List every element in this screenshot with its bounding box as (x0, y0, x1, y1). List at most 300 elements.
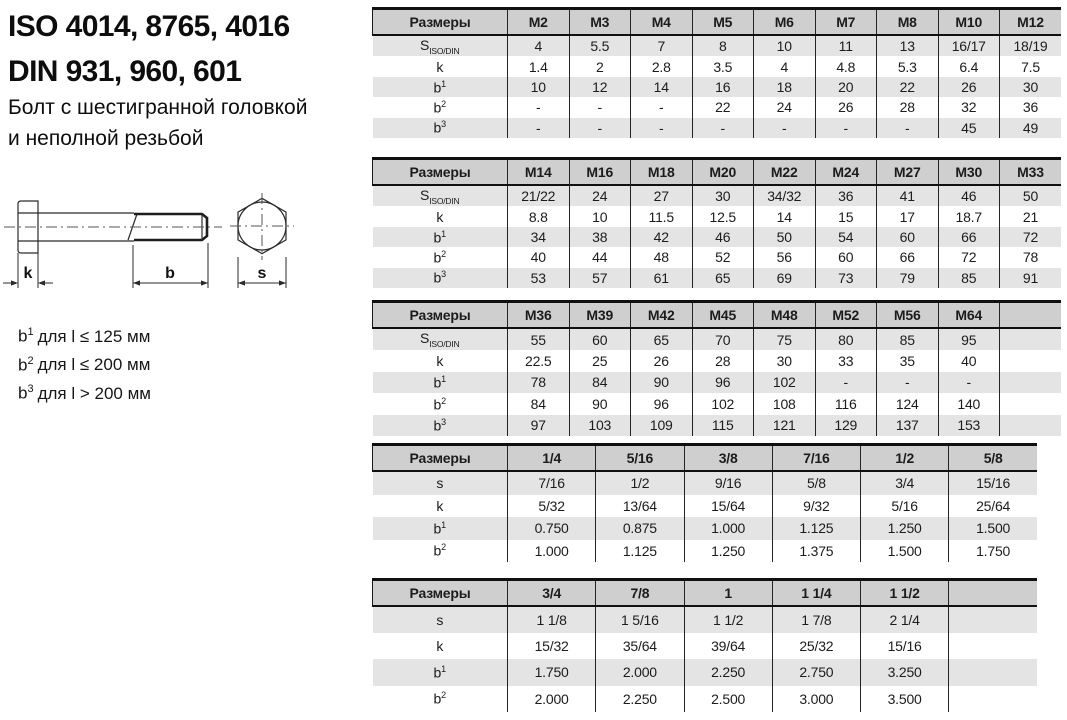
value-cell: 36 (1000, 97, 1062, 117)
value-cell: 3.000 (772, 686, 860, 712)
value-cell: 7 (631, 35, 693, 56)
value-cell: 52 (692, 247, 754, 267)
size-column-header: 7/8 (596, 580, 684, 607)
value-cell: 27 (631, 185, 693, 206)
size-column-header: M10 (938, 9, 1000, 36)
value-cell: - (631, 97, 693, 117)
value-cell: 95 (938, 328, 1000, 350)
value-cell: 39/64 (684, 633, 772, 659)
header-row (373, 445, 1038, 472)
iso-standards-line: ISO 4014, 8765, 4016 (8, 10, 290, 43)
value-cell: 78 (508, 372, 570, 393)
value-cell: 3.5 (692, 56, 754, 76)
row-label-column-header: Размеры (373, 580, 508, 607)
value-cell: 11 (815, 35, 877, 56)
value-cell: 1.125 (772, 517, 860, 540)
value-cell: 38 (569, 227, 631, 247)
size-column-header: 3/8 (684, 445, 772, 472)
value-cell (1000, 415, 1062, 436)
value-cell: 84 (569, 372, 631, 393)
value-cell: 2.000 (596, 659, 684, 685)
value-cell: 53 (508, 268, 570, 288)
value-cell: 60 (569, 328, 631, 350)
value-cell: 116 (815, 393, 877, 414)
value-cell: 0.750 (508, 517, 596, 540)
value-cell: 35 (877, 350, 939, 371)
row-label: $S_{ISO/DIN}$ (420, 330, 460, 350)
value-cell: 32 (938, 97, 1000, 117)
value-cell: 60 (815, 247, 877, 267)
value-cell: 35/64 (596, 633, 684, 659)
value-cell: 4 (508, 35, 570, 56)
value-cell: 108 (754, 393, 816, 414)
value-cell: 48 (631, 247, 693, 267)
value-cell: 1.250 (861, 517, 949, 540)
table-row (373, 206, 1062, 226)
value-cell: 3.250 (861, 659, 949, 685)
value-cell: 3/4 (861, 471, 949, 495)
value-cell: 10 (569, 206, 631, 226)
value-cell: 91 (1000, 268, 1062, 288)
value-cell: 22.5 (508, 350, 570, 371)
dimensions-table-metric-m36-m64 (372, 300, 1061, 436)
value-cell: 16 (692, 77, 754, 97)
value-cell: 25/32 (772, 633, 860, 659)
dimension-k (3, 253, 53, 288)
value-cell: 66 (938, 227, 1000, 247)
value-cell: 12 (569, 77, 631, 97)
value-cell: 9/32 (772, 495, 860, 518)
value-cell: 4 (754, 56, 816, 76)
value-cell: 7.5 (1000, 56, 1062, 76)
value-cell: 46 (692, 227, 754, 247)
value-cell: 42 (631, 227, 693, 247)
size-column-header: M42 (631, 302, 693, 329)
value-cell: - (938, 372, 1000, 393)
value-cell: 26 (938, 77, 1000, 97)
value-cell: 21 (1000, 206, 1062, 226)
row-label-column-header: Размеры (373, 302, 508, 329)
value-cell: 1.250 (684, 540, 772, 563)
description-line-2: и неполной резьбой (8, 127, 204, 150)
value-cell: 75 (754, 328, 816, 350)
size-column-header: M16 (569, 159, 631, 186)
row-label: k (436, 638, 444, 655)
table-row (373, 517, 1038, 540)
row-label: k (436, 58, 444, 75)
row-label: $b^3$ (433, 269, 446, 287)
table-row (373, 686, 1038, 712)
value-cell: 30 (1000, 77, 1062, 97)
table-row (373, 97, 1062, 117)
row-label: k (436, 353, 444, 370)
value-cell: 2.8 (631, 56, 693, 76)
value-cell: 102 (754, 372, 816, 393)
dimension-s-label: s (257, 265, 267, 282)
row-label: $b^1$ (433, 78, 446, 96)
value-cell: 1.4 (508, 56, 570, 76)
table-row (373, 350, 1062, 371)
value-cell: 1 1/2 (684, 606, 772, 633)
value-cell: 2 (569, 56, 631, 76)
bolt-end-view (230, 193, 294, 260)
size-column-header: M24 (815, 159, 877, 186)
value-cell: 140 (938, 393, 1000, 414)
value-cell: 85 (938, 268, 1000, 288)
value-cell: 22 (877, 77, 939, 97)
value-cell: 15/32 (508, 633, 596, 659)
value-cell: 72 (938, 247, 1000, 267)
value-cell: 26 (631, 350, 693, 371)
note-b3: $b^3$ для l > 200 мм (18, 383, 151, 403)
value-cell: 65 (631, 328, 693, 350)
row-label-column-header: Размеры (373, 445, 508, 472)
value-cell: 65 (692, 268, 754, 288)
value-cell: 84 (508, 393, 570, 414)
table-row (373, 540, 1038, 563)
size-column-header: 1/4 (508, 445, 596, 472)
table-row (373, 268, 1062, 288)
value-cell: 137 (877, 415, 939, 436)
dimension-s (238, 257, 286, 288)
value-cell: 80 (815, 328, 877, 350)
value-cell: 15/64 (684, 495, 772, 518)
size-column-header: M4 (631, 9, 693, 36)
value-cell: 41 (877, 185, 939, 206)
value-cell: - (754, 118, 816, 138)
size-column-header: M20 (692, 159, 754, 186)
row-label: $b^2$ (433, 542, 446, 560)
size-column-header (1000, 302, 1062, 329)
value-cell (1000, 350, 1062, 371)
value-cell: 2.750 (772, 659, 860, 685)
value-cell: - (692, 118, 754, 138)
size-column-header: M45 (692, 302, 754, 329)
size-column-header: 1 (684, 580, 772, 607)
value-cell: 124 (877, 393, 939, 414)
value-cell (1000, 328, 1062, 350)
value-cell: 50 (754, 227, 816, 247)
value-cell: 70 (692, 328, 754, 350)
value-cell: 13 (877, 35, 939, 56)
value-cell: 96 (631, 393, 693, 414)
value-cell: 97 (508, 415, 570, 436)
value-cell: 5/16 (861, 495, 949, 518)
value-cell: 7/16 (508, 471, 596, 495)
table-row (373, 35, 1062, 56)
value-cell: 21/22 (508, 185, 570, 206)
value-cell: 66 (877, 247, 939, 267)
thread-length-notes (18, 320, 151, 406)
value-cell: 1.500 (949, 517, 1037, 540)
size-column-header: M3 (569, 9, 631, 36)
value-cell: 15/16 (949, 471, 1037, 495)
value-cell: 103 (569, 415, 631, 436)
row-label: s (436, 612, 444, 629)
value-cell: 90 (631, 372, 693, 393)
din-standards-line: DIN 931, 960, 601 (8, 55, 242, 88)
table-row (373, 77, 1062, 97)
value-cell: 30 (754, 350, 816, 371)
dimension-b-label: b (165, 265, 175, 282)
value-cell: 1.000 (508, 540, 596, 563)
value-cell: 24 (754, 97, 816, 117)
value-cell: 17 (877, 206, 939, 226)
row-label: $b^3$ (433, 416, 446, 434)
size-column-header: 3/4 (508, 580, 596, 607)
value-cell: 46 (938, 185, 1000, 206)
row-label: $S_{ISO/DIN}$ (420, 36, 460, 56)
table-row (373, 471, 1038, 495)
value-cell: 20 (815, 77, 877, 97)
value-cell: 56 (754, 247, 816, 267)
row-label: $b^2$ (433, 99, 446, 116)
size-column-header: M5 (692, 9, 754, 36)
value-cell: 5/8 (772, 471, 860, 495)
value-cell: - (877, 118, 939, 138)
header-row (373, 159, 1062, 186)
row-label: $b^2$ (433, 249, 446, 266)
dimension-k-label: k (23, 265, 33, 282)
table-row (373, 393, 1062, 414)
size-column-header: M64 (938, 302, 1000, 329)
row-label: k (436, 497, 444, 514)
value-cell: 22 (692, 97, 754, 117)
value-cell: 5.5 (569, 35, 631, 56)
value-cell: 28 (877, 97, 939, 117)
value-cell: 10 (508, 77, 570, 97)
value-cell: 24 (569, 185, 631, 206)
size-column-header: 5/16 (596, 445, 684, 472)
value-cell: 153 (938, 415, 1000, 436)
dimensions-table-inch-small (372, 443, 1037, 562)
row-label: $b^3$ (433, 119, 446, 137)
value-cell: 40 (508, 247, 570, 267)
value-cell: - (508, 97, 570, 117)
table-row (373, 372, 1062, 393)
standards-title (8, 4, 290, 94)
value-cell: 2.250 (684, 659, 772, 685)
value-cell: 55 (508, 328, 570, 350)
value-cell (949, 606, 1037, 633)
row-label: $b^2$ (433, 690, 446, 707)
value-cell: - (877, 372, 939, 393)
value-cell: 2 1/4 (861, 606, 949, 633)
size-column-header: M8 (877, 9, 939, 36)
value-cell: 8.8 (508, 206, 570, 226)
value-cell: 34/32 (754, 185, 816, 206)
value-cell: 85 (877, 328, 939, 350)
value-cell: 25 (569, 350, 631, 371)
value-cell: 26 (815, 97, 877, 117)
value-cell: 115 (692, 415, 754, 436)
table-row (373, 227, 1062, 247)
row-label: $b^2$ (433, 395, 446, 413)
size-column-header: M30 (938, 159, 1000, 186)
value-cell: 1.750 (949, 540, 1037, 563)
dimensions-table-inch-large (372, 578, 1037, 712)
value-cell: 25/64 (949, 495, 1037, 518)
value-cell: 10 (754, 35, 816, 56)
size-column-header: M52 (815, 302, 877, 329)
table-row (373, 328, 1062, 350)
table-row (373, 56, 1062, 76)
bolt-side-view (4, 201, 222, 253)
value-cell: 45 (938, 118, 1000, 138)
value-cell: 30 (692, 185, 754, 206)
table-row (373, 633, 1038, 659)
value-cell: 129 (815, 415, 877, 436)
table-row (373, 659, 1038, 685)
size-column-header: M22 (754, 159, 816, 186)
value-cell: 4.8 (815, 56, 877, 76)
row-label: $b^1$ (433, 374, 446, 391)
size-column-header: M6 (754, 9, 816, 36)
size-column-header: 1 1/4 (772, 580, 860, 607)
value-cell: 18 (754, 77, 816, 97)
header-row (373, 580, 1038, 607)
value-cell: 1.000 (684, 517, 772, 540)
table-row (373, 415, 1062, 436)
size-column-header: M39 (569, 302, 631, 329)
value-cell: 14 (754, 206, 816, 226)
value-cell: 49 (1000, 118, 1062, 138)
value-cell (949, 633, 1037, 659)
value-cell: 40 (938, 350, 1000, 371)
size-column-header: M33 (1000, 159, 1062, 186)
value-cell: - (631, 118, 693, 138)
table-row (373, 185, 1062, 206)
value-cell: 1.125 (596, 540, 684, 563)
value-cell: 61 (631, 268, 693, 288)
value-cell: 57 (569, 268, 631, 288)
value-cell: 121 (754, 415, 816, 436)
value-cell: 0.875 (596, 517, 684, 540)
description-line-1: Болт с шестигранной головкой (8, 96, 308, 119)
value-cell: 54 (815, 227, 877, 247)
row-label-column-header: Размеры (373, 9, 508, 36)
header-row (373, 302, 1062, 329)
note-b2: $b^2$ для l ≤ 200 мм (18, 354, 151, 375)
size-column-header: M14 (508, 159, 570, 186)
row-label: s (436, 475, 444, 492)
value-cell: 1.750 (508, 659, 596, 685)
size-column-header: M18 (631, 159, 693, 186)
value-cell: 12.5 (692, 206, 754, 226)
value-cell: 69 (754, 268, 816, 288)
value-cell: 44 (569, 247, 631, 267)
table-row (373, 118, 1062, 138)
size-column-header: 7/16 (772, 445, 860, 472)
row-label: $S_{ISO/DIN}$ (420, 186, 460, 206)
value-cell: 78 (1000, 247, 1062, 267)
value-cell (1000, 393, 1062, 414)
value-cell: 79 (877, 268, 939, 288)
value-cell: 90 (569, 393, 631, 414)
row-label: $b^1$ (433, 519, 446, 537)
value-cell: 13/64 (596, 495, 684, 518)
value-cell: 15/16 (861, 633, 949, 659)
value-cell: 2.000 (508, 686, 596, 712)
value-cell: 36 (815, 185, 877, 206)
note-b1: $b^1$ для l ≤ 125 мм (18, 326, 151, 346)
size-column-header: 1 1/2 (861, 580, 949, 607)
size-column-header: M56 (877, 302, 939, 329)
value-cell: - (815, 372, 877, 393)
value-cell: 14 (631, 77, 693, 97)
table-row (373, 606, 1038, 633)
row-label: $b^1$ (433, 664, 446, 681)
value-cell: 72 (1000, 227, 1062, 247)
value-cell: - (815, 118, 877, 138)
size-column-header: 5/8 (949, 445, 1037, 472)
value-cell (949, 686, 1037, 712)
size-column-header: M27 (877, 159, 939, 186)
value-cell: 34 (508, 227, 570, 247)
value-cell: 18.7 (938, 206, 1000, 226)
value-cell: 18/19 (1000, 35, 1062, 56)
size-column-header: 1/2 (861, 445, 949, 472)
value-cell: 3.500 (861, 686, 949, 712)
row-label: $b^1$ (433, 228, 446, 246)
value-cell: 5.3 (877, 56, 939, 76)
size-column-header: M48 (754, 302, 816, 329)
value-cell: 28 (692, 350, 754, 371)
dimension-b (133, 243, 208, 288)
size-column-header: M2 (508, 9, 570, 36)
value-cell: 60 (877, 227, 939, 247)
header-row (373, 9, 1062, 36)
value-cell: 1 1/8 (508, 606, 596, 633)
row-label: k (436, 208, 444, 225)
value-cell: 73 (815, 268, 877, 288)
value-cell: 2.500 (684, 686, 772, 712)
dimensions-table-metric-m2-m12 (372, 7, 1061, 138)
value-cell: 8 (692, 35, 754, 56)
value-cell: 11.5 (631, 206, 693, 226)
value-cell: 5/32 (508, 495, 596, 518)
value-cell: 33 (815, 350, 877, 371)
value-cell: - (569, 97, 631, 117)
size-column-header: M12 (1000, 9, 1062, 36)
value-cell: 1/2 (596, 471, 684, 495)
value-cell: 15 (815, 206, 877, 226)
value-cell: 96 (692, 372, 754, 393)
value-cell: 16/17 (938, 35, 1000, 56)
value-cell: 50 (1000, 185, 1062, 206)
dimensions-table-metric-m14-m33 (372, 157, 1061, 288)
value-cell: 6.4 (938, 56, 1000, 76)
value-cell (949, 659, 1037, 685)
value-cell (1000, 372, 1062, 393)
value-cell: 109 (631, 415, 693, 436)
value-cell: - (569, 118, 631, 138)
value-cell: 1.375 (772, 540, 860, 563)
table-row (373, 247, 1062, 267)
product-description (8, 92, 307, 154)
size-column-header: M36 (508, 302, 570, 329)
value-cell: 9/16 (684, 471, 772, 495)
value-cell: 1.500 (861, 540, 949, 563)
value-cell: 2.250 (596, 686, 684, 712)
size-column-header (949, 580, 1037, 607)
size-column-header: M7 (815, 9, 877, 36)
table-row (373, 495, 1038, 518)
bolt-technical-drawing (0, 183, 310, 315)
row-label-column-header: Размеры (373, 159, 508, 186)
value-cell: 1 5/16 (596, 606, 684, 633)
value-cell: - (508, 118, 570, 138)
